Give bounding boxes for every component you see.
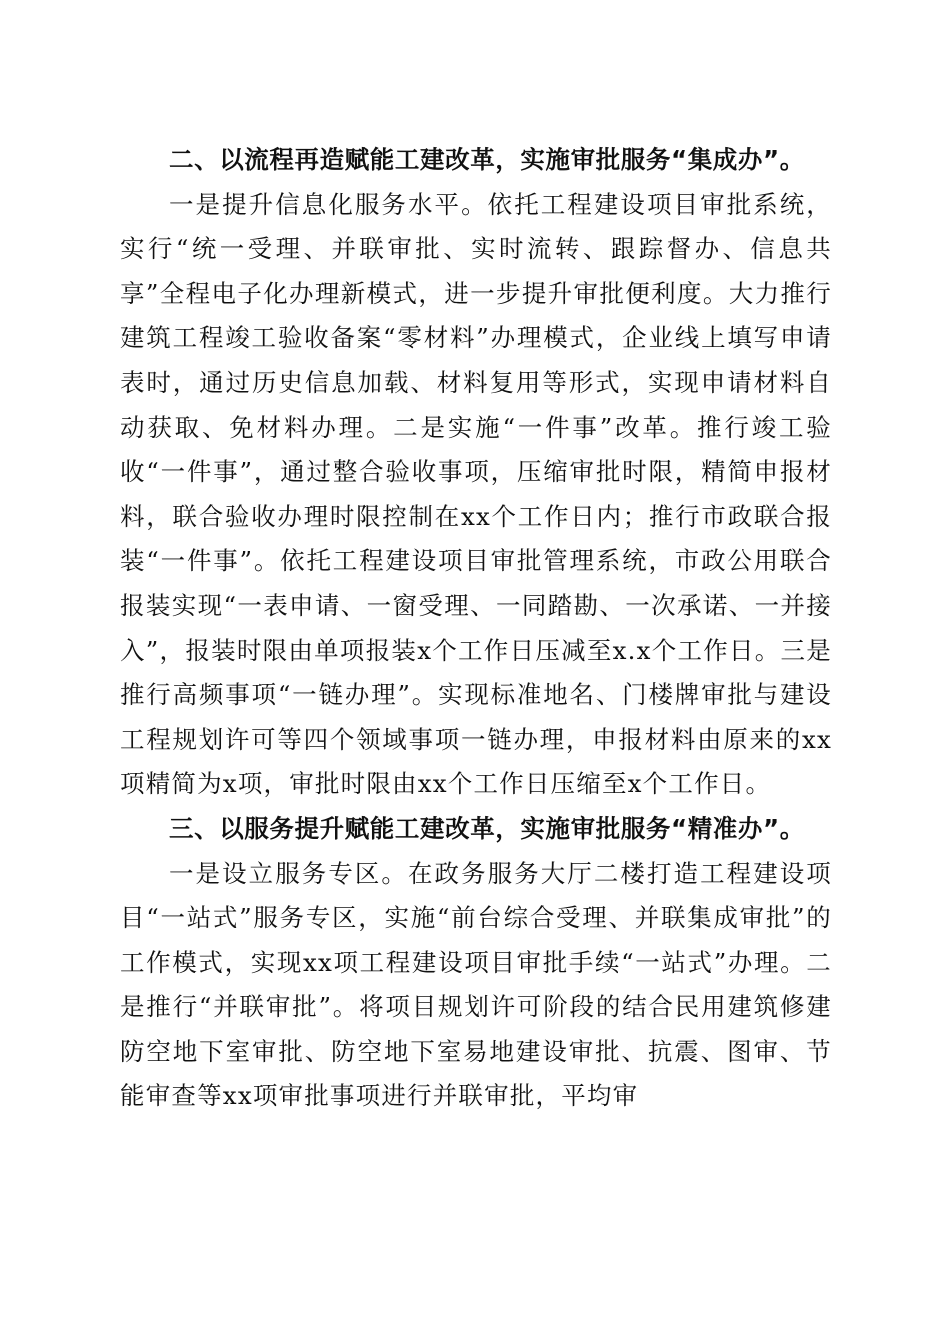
section-heading-3: 三、以服务提升赋能工建改革，实施审批服务“精准办”。	[169, 813, 805, 843]
section-paragraph-3: 一是设立服务专区。在政务服务大厅二楼打造工程建设项目“一站式”服务专区，实施“前台综合受理、并联集成审批”的工作模式，实现xx项工程建设项目审批手续“一站式”办理。二是推行“并联审批”。将项目规划许可阶段的结合民用建筑修建防空地下室审批、防空地下室易地建设审批、抗震、图审、节能审查等xx项审批事项进行并联审批，平均审	[120, 858, 832, 1111]
section-paragraph-2: 一是提升信息化服务水平。依托工程建设项目审批系统，实行“统一受理、并联审批、实时流转、跟踪督办、信息共享”全程电子化办理新模式，进一步提升审批便利度。大力推行建筑工程竣工验收备案“零材料”办理模式，企业线上填写申请表时，通过历史信息加载、材料复用等形式，实现申请材料自动获取、免材料办理。二是实施“一件事”改革。推行竣工验收“一件事”，通过整合验收事项，压缩审批时限，精简申报材料，联合验收办理时限控制在xx个工作日内；推行市政联合报装“一件事”。依托工程建设项目审批管理系统，市政公用联合报装实现“一表申请、一窗受理、一同踏勘、一次承诺、一并接入”，报装时限由单项报装x个工作日压减至x.x个工作日。三是推行高频事项“一链办理”。实现标准地名、门楼牌审批与建设工程规划许可等四个领域事项一链办理，申报材料由原来的xx项精简为x项，审批时限由xx个工作日压缩至x个工作日。	[120, 189, 832, 799]
section-heading-2: 二、以流程再造赋能工建改革，实施审批服务“集成办”。	[169, 145, 805, 174]
document-body	[120, 138, 832, 1119]
